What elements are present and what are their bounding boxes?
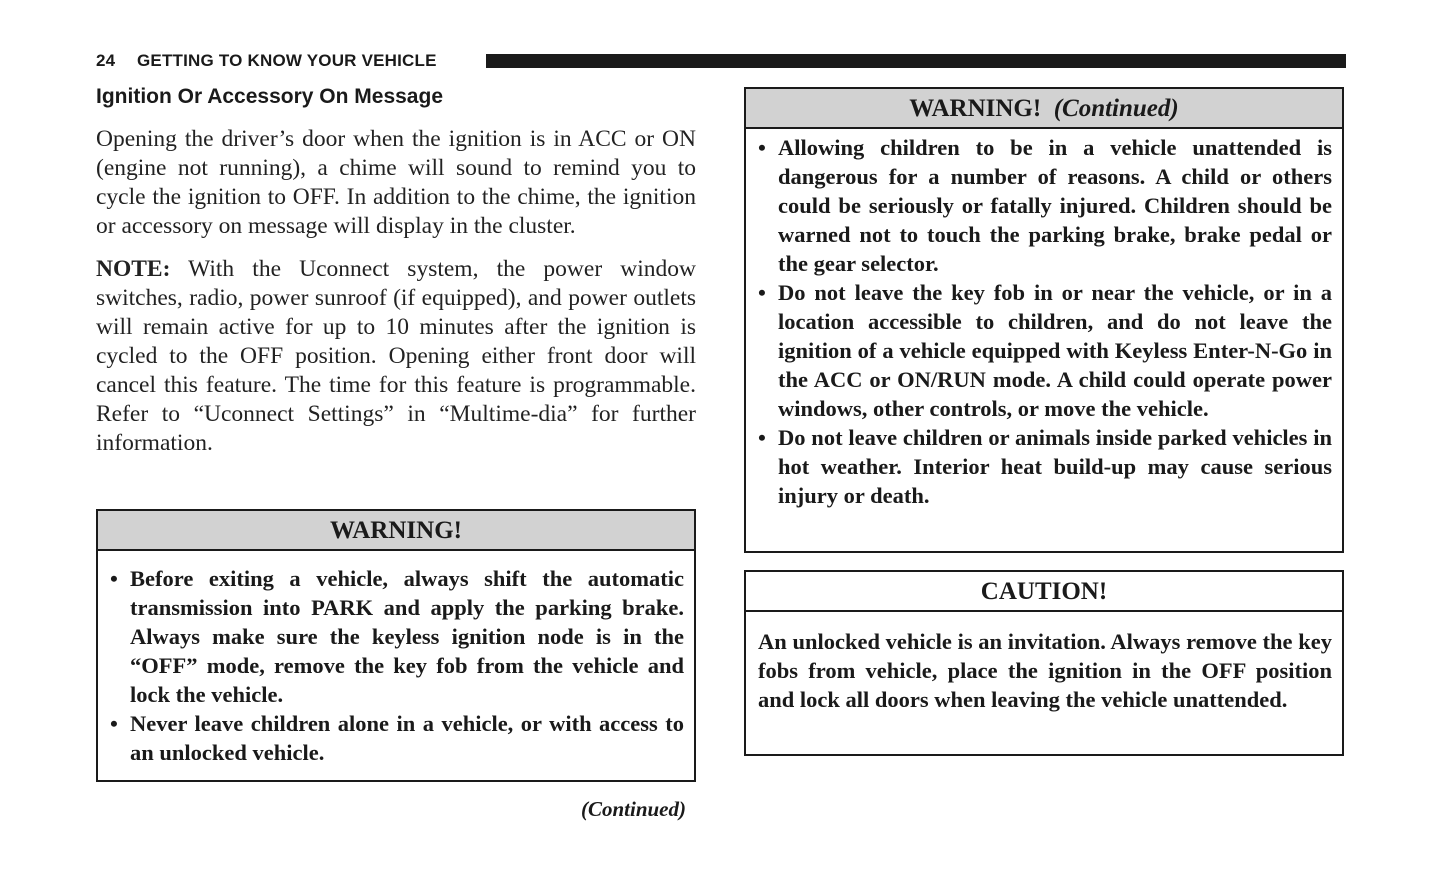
bullet-icon: •: [758, 280, 766, 305]
warning-item: • Before exiting a vehicle, always shift the automatic transmission into PARK and apply the parking brake. Always make sure the keyless ignition node is in the “OFF” mode, remove the key fob from the vehicle and lock the vehicle.: [110, 566, 684, 707]
header-rule: [486, 54, 1346, 68]
warning-continued-item: • Allowing children to be in a vehicle unattended is dangerous for a number of reasons. A child or others could be seriously or fatally injured. Children should be warned not to touch the parking brake, brake pedal or the gear selector.: [758, 135, 1332, 276]
note-paragraph: [96, 255, 696, 458]
page-header: [96, 50, 1346, 72]
warning-box: [96, 509, 696, 782]
intro-paragraph: Opening the driver’s door when the ignition is in ACC or ON (engine not running), a chime will sound to remind you to cycle the ignition to OFF. In addition to the chime, the ignition or accessory on message will display in the cluster.: [96, 126, 696, 239]
bullet-icon: •: [758, 425, 766, 450]
left-column: [96, 82, 696, 472]
bullet-icon: •: [110, 711, 118, 736]
section-heading: Ignition Or Accessory On Message: [96, 85, 443, 108]
continued-label: (Continued): [580, 797, 686, 821]
section-title-header: GETTING TO KNOW YOUR VEHICLE: [137, 51, 437, 70]
warning-continued-suffix: (Continued): [1053, 95, 1179, 122]
note-text: With the Uconnect system, the power window switches, radio, power sunroof (if equipped), and power outlets will remain active for up to 10 minutes after the ignition is cycled to the OFF position. Opening either front door will cancel this feature. The time for this feature is programmable. Refer to “Uconnect Settings” in “Multime-dia” for further information.: [96, 256, 696, 456]
warning-header: WARNING!: [98, 511, 694, 551]
page-number: 24: [96, 51, 116, 70]
warning-continued-item: • Do not leave the key fob in or near the vehicle, or in a location accessible to children, and do not leave the ignition of a vehicle equipped with Keyless Enter-N-Go in the ACC or ON/RUN mode. A child could operate power windows, other controls, or move the vehicle.: [758, 280, 1332, 421]
warning-continued-title: WARNING!: [909, 95, 1042, 122]
bullet-icon: •: [758, 135, 766, 160]
caution-box: [744, 570, 1344, 756]
warning-continued-item: • Do not leave children or animals inside parked vehicles in hot weather. Interior heat build-up may cause serious injury or death.: [758, 425, 1332, 508]
bullet-icon: •: [110, 566, 118, 591]
note-label: NOTE:: [96, 256, 171, 282]
warning-continued-header: [746, 89, 1342, 129]
caution-header: CAUTION!: [746, 572, 1342, 612]
warning-item: • Never leave children alone in a vehicle, or with access to an unlocked vehicle.: [110, 711, 684, 765]
caution-text: An unlocked vehicle is an invitation. Always remove the key fobs from vehicle, place the ignition in the OFF position and lock all doors when leaving the vehicle unattended.: [758, 629, 1332, 712]
warning-continued-box: [744, 87, 1344, 553]
